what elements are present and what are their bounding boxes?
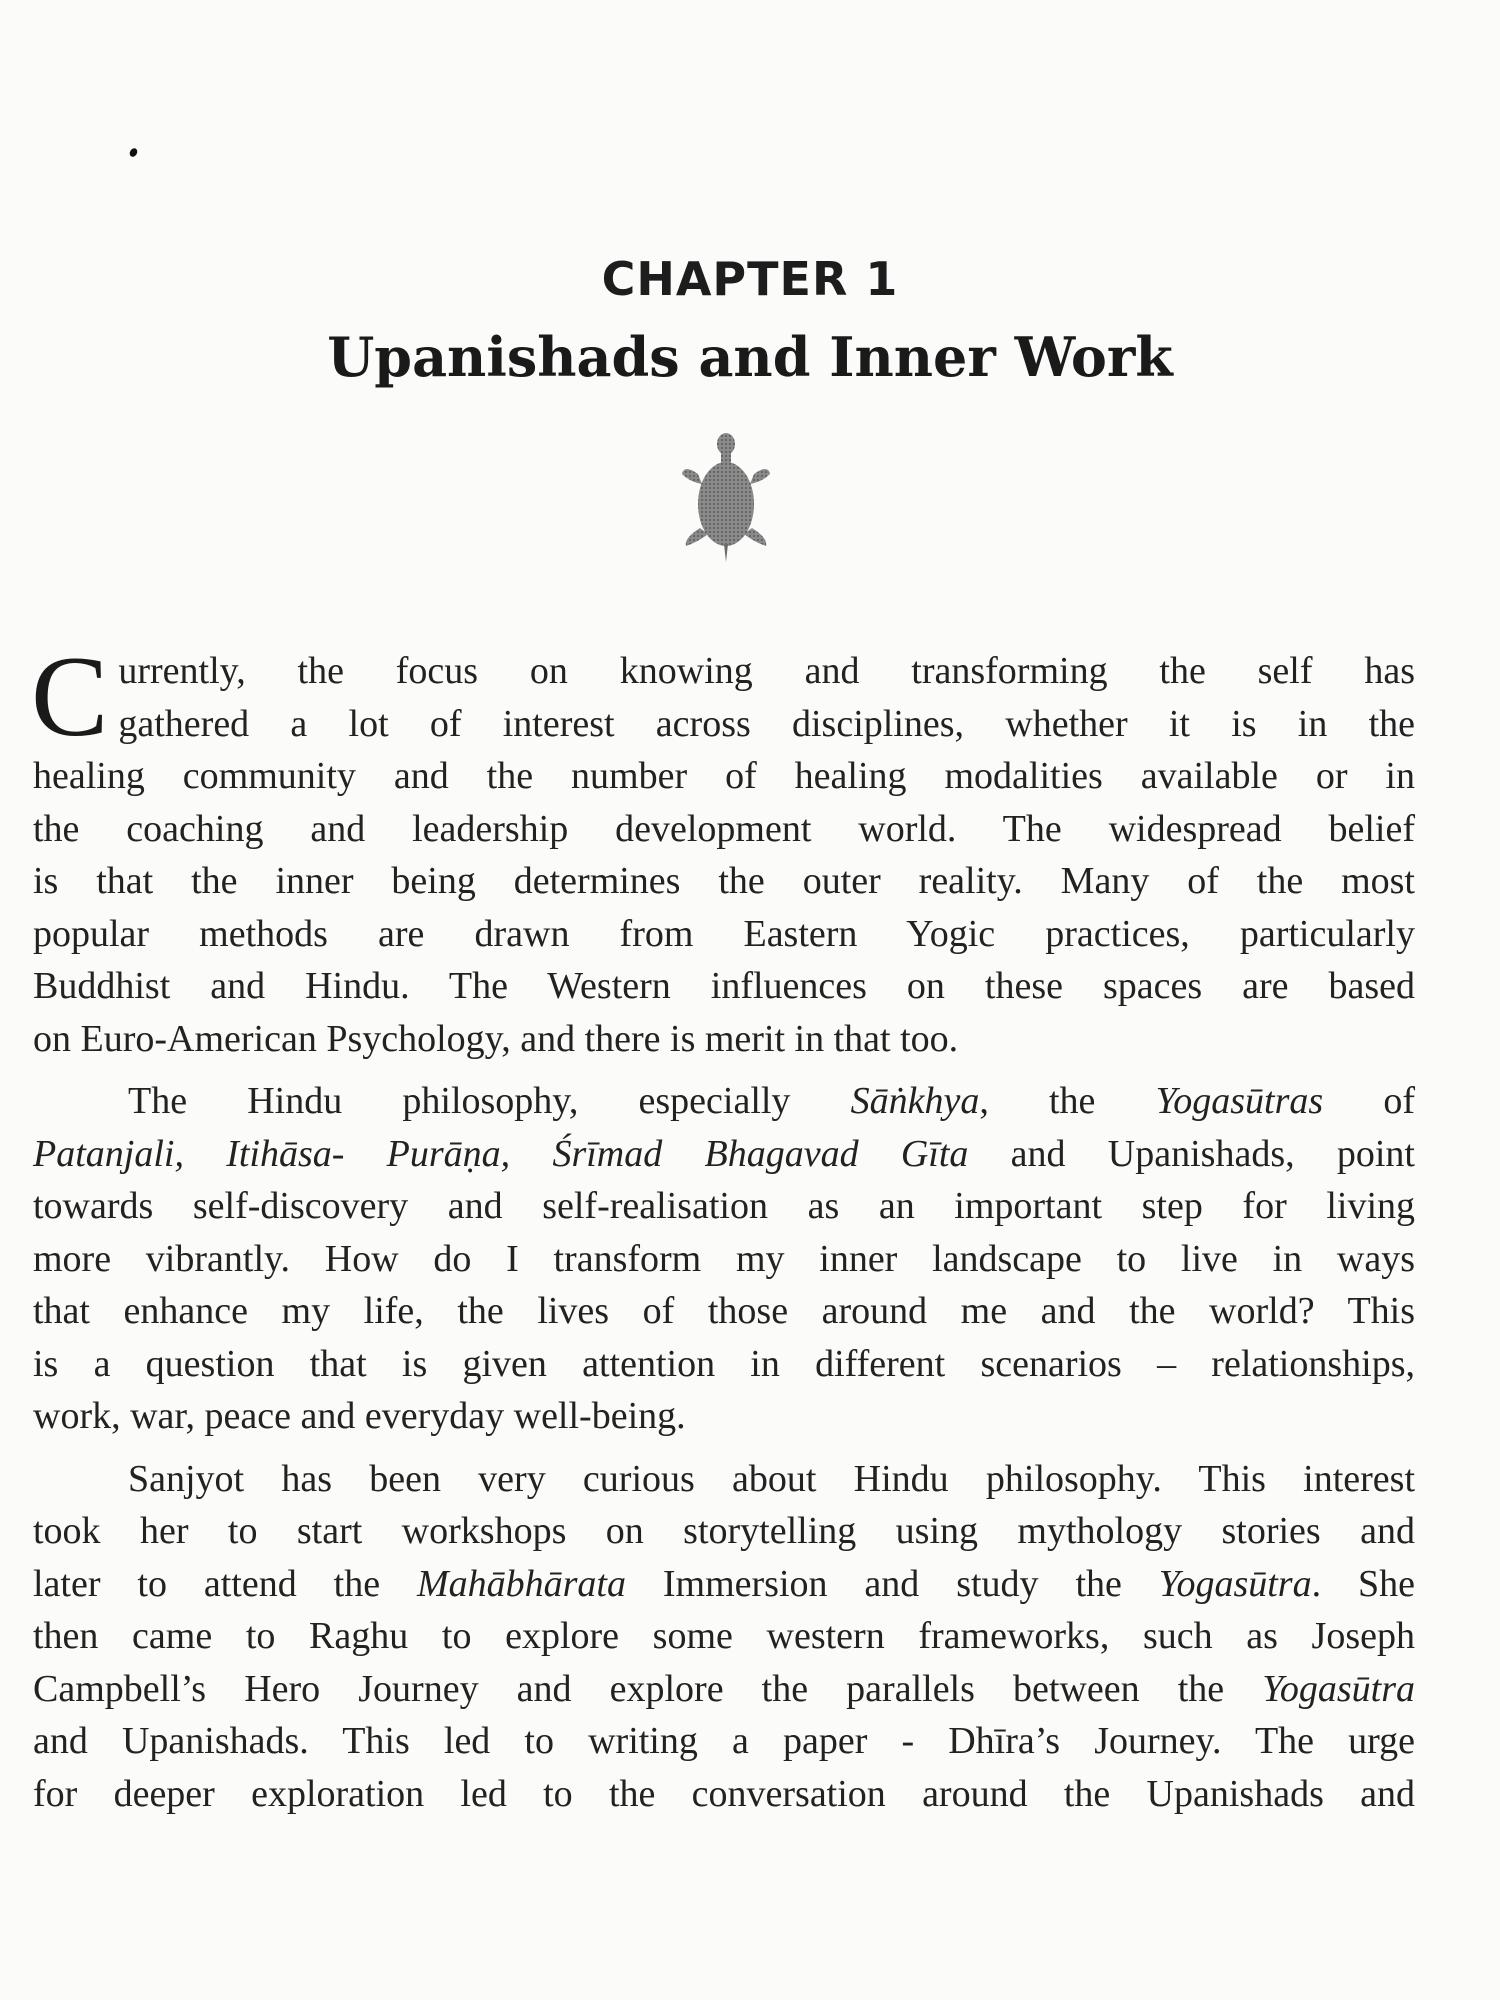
text-line: and Upanishads. This led to writing a paper - Dhīra’s Journey. The urge	[33, 1720, 1415, 1762]
text-run: The Hindu philosophy, especially	[128, 1080, 851, 1122]
italic-term: Yogasūtra	[1158, 1562, 1312, 1605]
text-line: on Euro-American Psychology, and there is merit in that too.	[33, 1017, 959, 1060]
italic-term: Patanjali, Itihāsa- Purāṇa, Śrīmad Bhagavad Gīta	[33, 1132, 969, 1175]
text-run: of	[1323, 1080, 1415, 1122]
text-run: , the	[979, 1080, 1156, 1122]
text-line	[33, 1128, 1415, 1181]
text-line: is a question that is given attention in different scenarios – relationships,	[33, 1342, 1415, 1385]
text-line: work, war, peace and everyday well-being.	[33, 1395, 686, 1437]
text-line: more vibrantly. How do I transform my inner landscape to live in ways	[33, 1237, 1415, 1280]
text-run: Immersion and study the	[625, 1562, 1159, 1605]
text-line: urrently, the focus on knowing and transforming the self has	[118, 650, 1415, 692]
italic-term: Mahābhārata	[416, 1562, 626, 1605]
text-line: Sanjyot has been very curious about Hindu philosophy. This interest	[128, 1457, 1415, 1500]
text-line: healing community and the number of healing modalities available or in	[33, 755, 1415, 797]
text-line: for deeper exploration led to the conversation around the Upanishads and	[33, 1772, 1415, 1815]
paragraph-2	[33, 1075, 1415, 1443]
chapter-title: Upanishads and Inner Work	[327, 325, 1173, 389]
text-line: then came to Raghu to explore some western frameworks, such as Joseph	[33, 1615, 1415, 1657]
text-line	[33, 1075, 1415, 1128]
turtle-icon	[676, 430, 776, 566]
text-line: the coaching and leadership development world. The widespread belief	[33, 807, 1415, 850]
chapter-label: CHAPTER 1	[601, 252, 899, 306]
text-line: Buddhist and Hindu. The Western influences on these spaces are based	[33, 965, 1415, 1007]
text-run: Campbell’s Hero Journey and explore the parallels between the	[33, 1667, 1263, 1710]
italic-term: Sāṅkhya	[850, 1080, 980, 1122]
ink-speck	[128, 147, 139, 158]
text-run: . She	[1311, 1562, 1415, 1605]
text-line: that enhance my life, the lives of those around me and the world? This	[33, 1290, 1415, 1332]
text-line: towards self-discovery and self-realisation as an important step for living	[33, 1185, 1415, 1227]
text-line: gathered a lot of interest across disciplines, whether it is in the	[118, 702, 1415, 745]
paragraph-3	[33, 1453, 1415, 1821]
text-line: is that the inner being determines the outer reality. Many of the most	[33, 860, 1415, 902]
drop-cap: C	[31, 633, 109, 761]
text-line: took her to start workshops on storytelling using mythology stories and	[33, 1510, 1415, 1552]
italic-term: Yogasūtra	[1262, 1667, 1415, 1710]
text-line	[33, 1663, 1415, 1716]
text-line	[33, 1558, 1415, 1611]
paragraph-1	[31, 633, 1415, 1065]
italic-term: Yogasūtras	[1155, 1080, 1324, 1122]
chapter-body	[31, 633, 1415, 1820]
text-line: popular methods are drawn from Eastern Yogic practices, particularly	[33, 912, 1415, 955]
text-run: and Upanishads, point	[968, 1132, 1415, 1175]
text-run: later to attend the	[33, 1562, 417, 1605]
